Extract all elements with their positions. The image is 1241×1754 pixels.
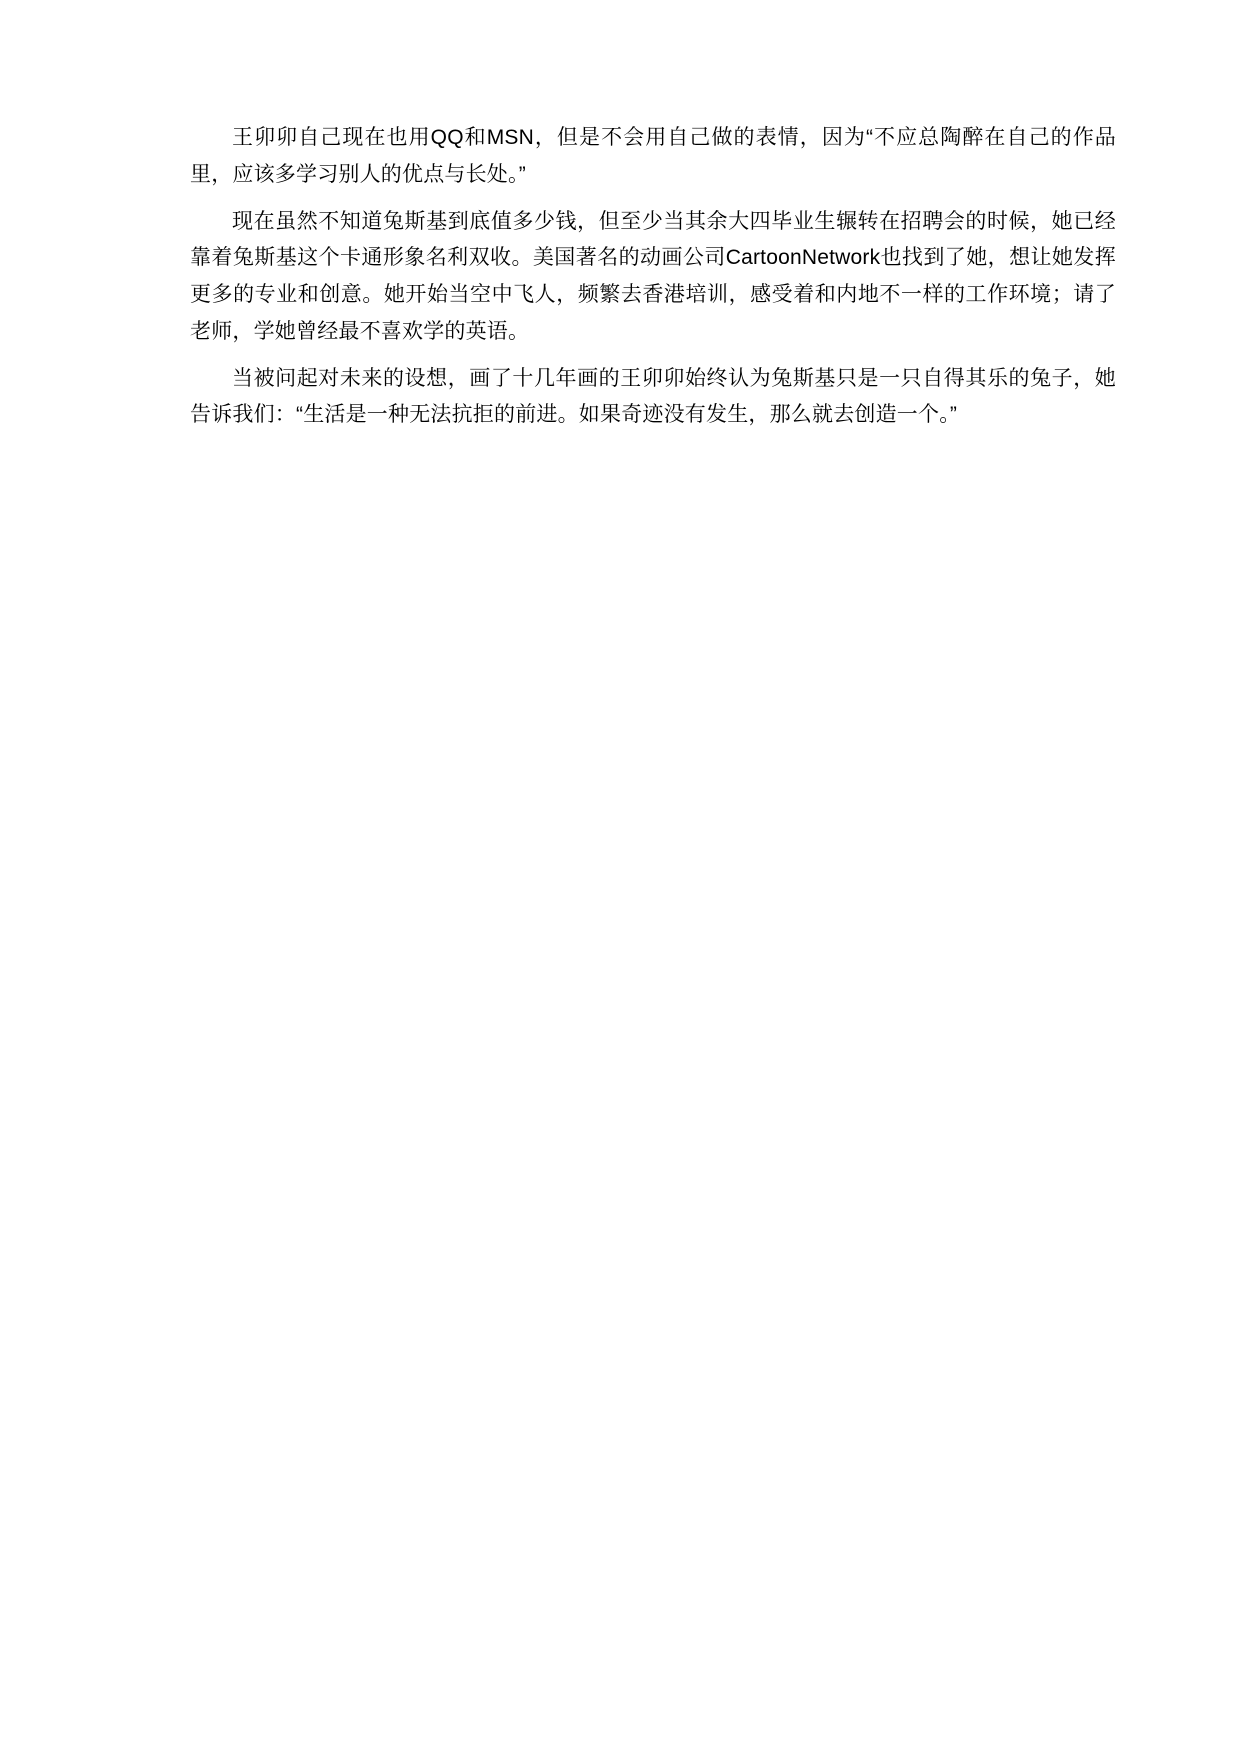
document-body: [190, 120, 1116, 434]
paragraph: 现在虽然不知道兔斯基到底值多少钱，但至少当其余大四毕业生辗转在招聘会的时候，她已经靠着兔斯基这个卡通形象名利双收。美国著名的动画公司CartoonNetwork也找到了她，想让她发挥更多的专业和创意。她开始当空中飞人，频繁去香港培训，感受着和内地不一样的工作环境；请了老师，学她曾经最不喜欢学的英语。: [190, 209, 1116, 343]
paragraph: 当被问起对未来的设想，画了十几年画的王卯卯始终认为兔斯基只是一只自得其乐的兔子，她告诉我们：“生活是一种无法抗拒的前进。如果奇迹没有发生，那么就去创造一个。”: [190, 366, 1116, 427]
paragraph: 王卯卯自己现在也用QQ和MSN，但是不会用自己做的表情，因为“不应总陶醉在自己的作品里，应该多学习别人的优点与长处。”: [190, 126, 1116, 186]
